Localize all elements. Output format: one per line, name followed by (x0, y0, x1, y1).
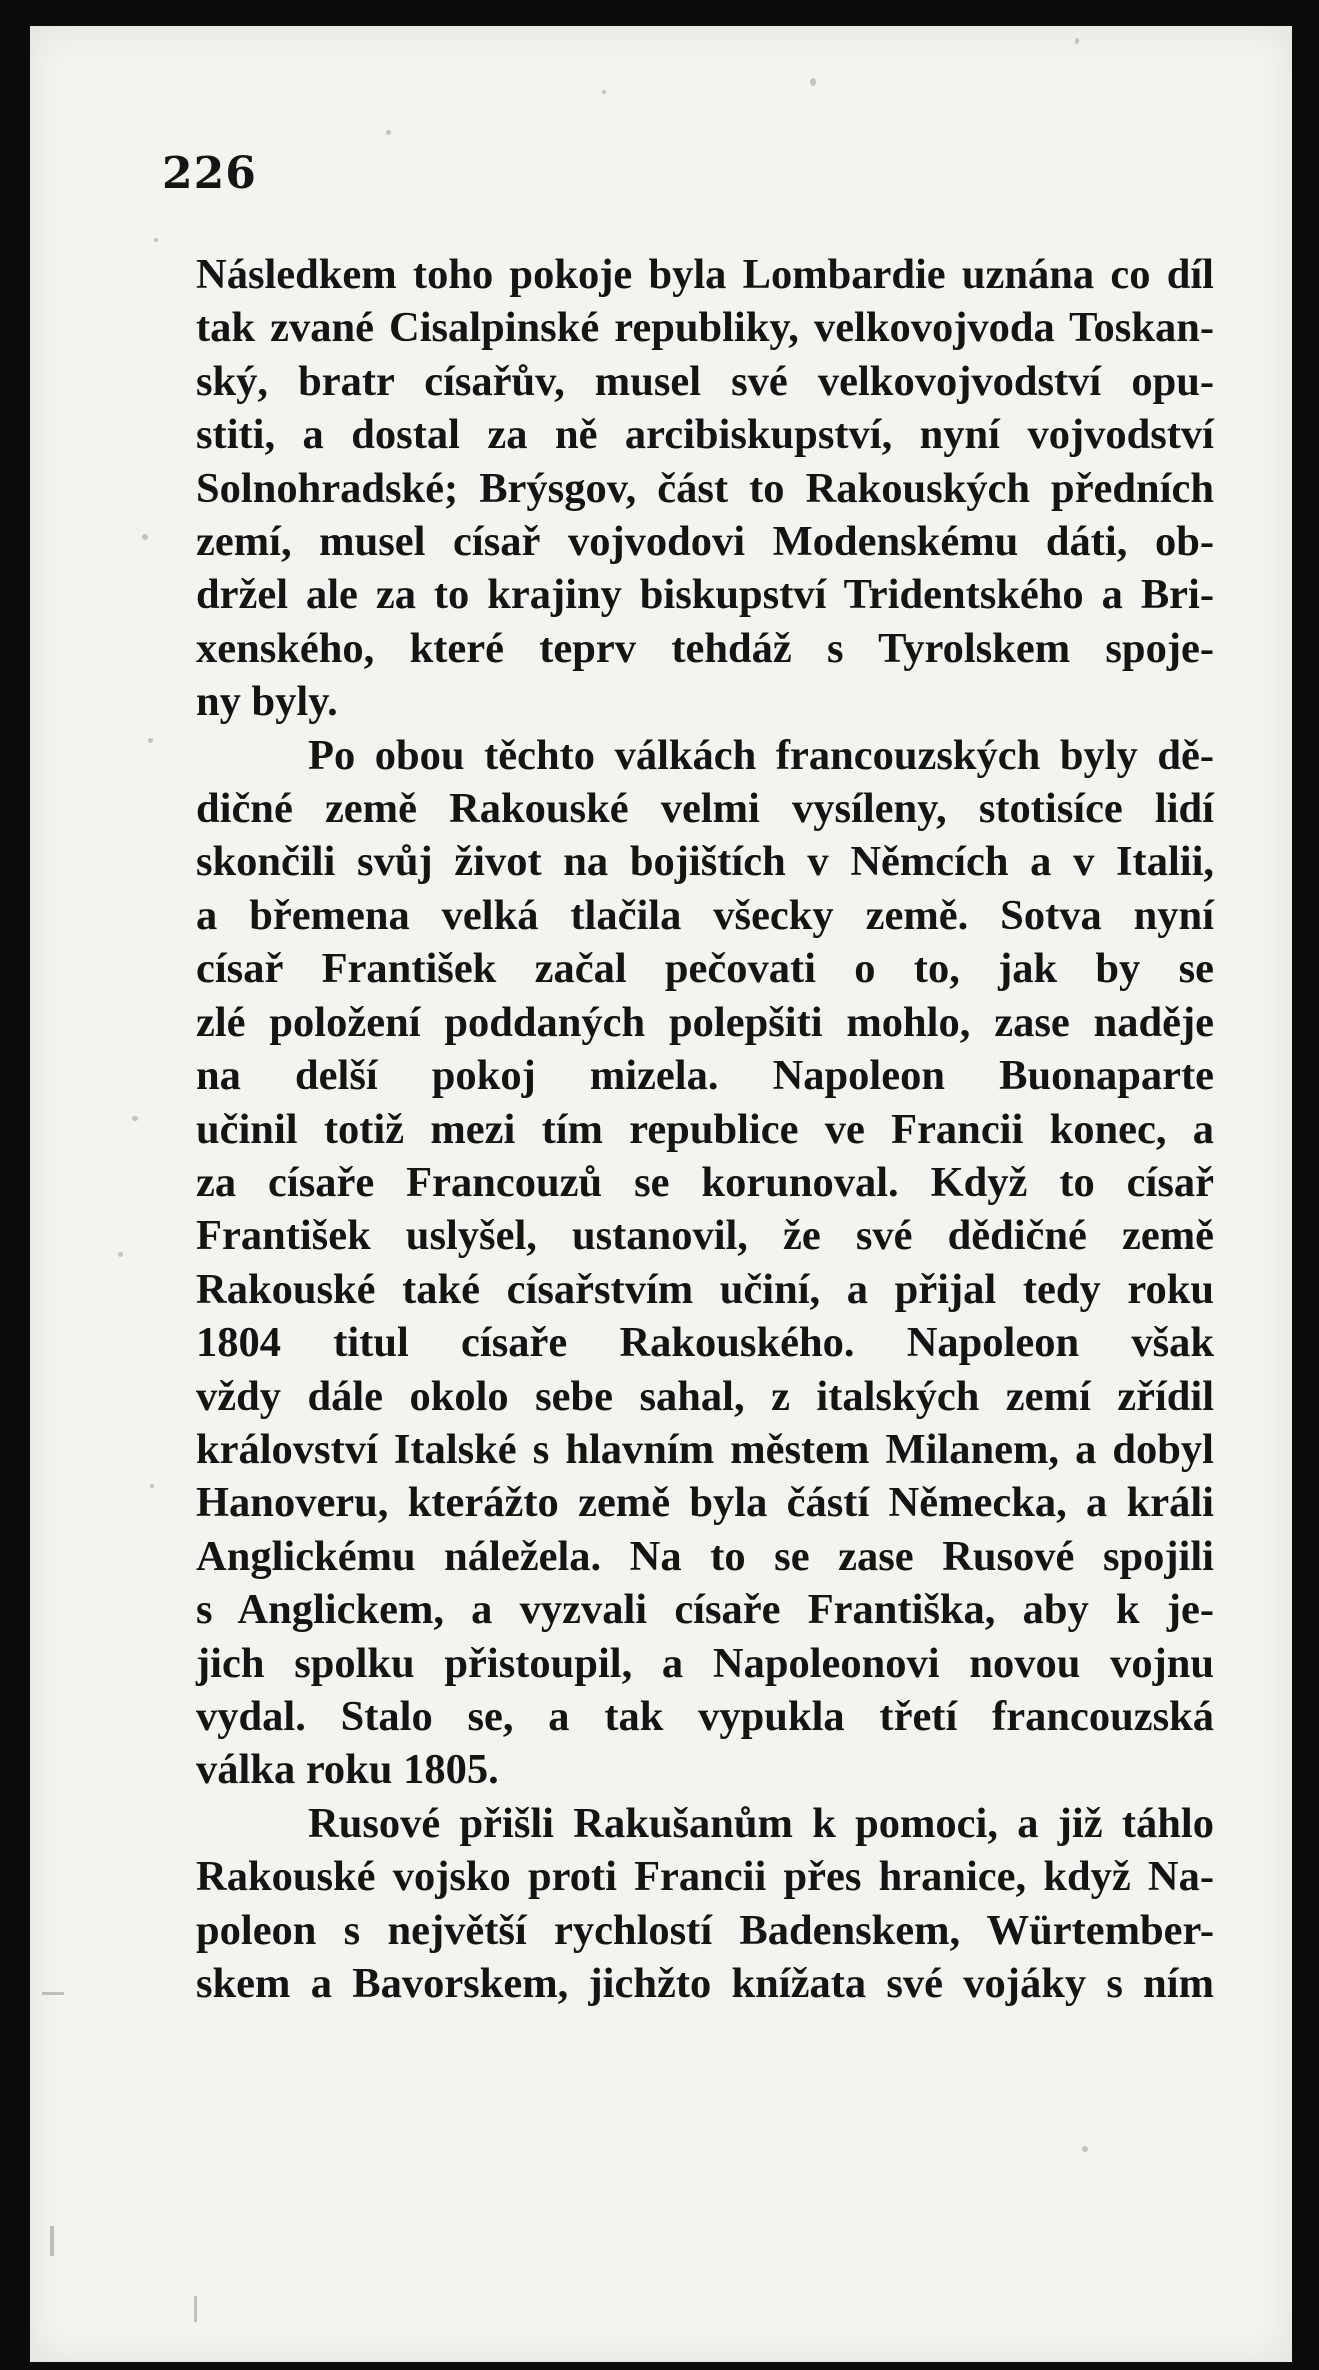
scan-speck (1082, 2146, 1088, 2152)
text-line: Po obou těchto válkách francouzských byly dě- (308, 731, 1214, 779)
text-line: dičné země Rakouské velmi vysíleny, stotisíce lidí (196, 785, 1214, 833)
text-line: poleon s největší rychlostí Badenskem, Würtember- (196, 1906, 1214, 1954)
text-line: jich spolku přistoupil, a Napoleonovi novou vojnu (196, 1639, 1214, 1687)
page-body-text (196, 248, 1214, 2010)
text-line: ský, bratr císařův, musel své velkovojvodství opu- (196, 357, 1214, 405)
text-line: Rakouské vojsko proti Francii přes hranice, když Na- (196, 1853, 1214, 1901)
text-line: 1804 titul císaře Rakouského. Napoleon však (196, 1319, 1214, 1367)
scan-speck (142, 534, 148, 540)
text-line: za císaře Francouzů se korunoval. Když to císař (196, 1158, 1214, 1206)
text-line: ny byly. (196, 678, 338, 726)
scan-speck (1075, 38, 1079, 44)
text-line: Solnohradské; Brýsgov, část to Rakouských předních (196, 464, 1214, 512)
scan-speck (148, 738, 153, 743)
scan-scratch (194, 2296, 197, 2322)
text-line: císař František začal pečovati o to, jak by se (196, 945, 1214, 993)
scan-speck (810, 78, 816, 86)
text-line: stiti, a dostal za ně arcibiskupství, nyní vojvodství (196, 411, 1214, 459)
text-line: Rusové přišli Rakušanům k pomoci, a již táhlo (308, 1799, 1214, 1847)
text-line: vždy dále okolo sebe sahal, z italských zemí zřídil (196, 1372, 1214, 1420)
text-line: držel ale za to krajiny biskupství Tridentského a Bri- (196, 571, 1214, 619)
text-line: s Anglickem, a vyzvali císaře Františka, aby k je- (196, 1586, 1214, 1634)
scan-speck (118, 1252, 123, 1257)
scan-scratch (42, 1992, 64, 1995)
text-line: tak zvané Cisalpinské republiky, velkovojvoda Toskan- (196, 304, 1214, 352)
text-line: skončili svůj život na bojištích v Němcích a v Italii, (196, 838, 1214, 886)
scan-speck (602, 90, 606, 94)
text-line: a břemena velká tlačila všecky země. Sotva nyní (196, 891, 1214, 939)
scan-scratch (50, 2226, 54, 2256)
text-line: válka roku 1805. (196, 1746, 499, 1794)
scan-speck (386, 130, 391, 135)
text-line: Hanoveru, kterážto země byla částí Německa, a králi (196, 1479, 1214, 1527)
text-line: na delší pokoj mizela. Napoleon Buonaparte (196, 1052, 1214, 1100)
scan-speck (132, 1116, 138, 1121)
text-line: vydal. Stalo se, a tak vypukla třetí francouzská (196, 1692, 1214, 1740)
text-line: zlé položení poddaných polepšiti mohlo, zase naděje (196, 998, 1214, 1046)
text-line: František uslyšel, ustanovil, že své dědičné země (196, 1212, 1214, 1260)
scan-speck (150, 1484, 154, 1488)
text-line: Anglickému náležela. Na to se zase Rusové spojili (196, 1532, 1214, 1580)
text-line: království Italské s hlavním městem Milanem, a dobyl (196, 1425, 1214, 1473)
text-line: učinil totiž mezi tím republice ve Francii konec, a (196, 1105, 1214, 1153)
page-number: 226 (162, 148, 257, 199)
text-line: Následkem toho pokoje byla Lombardie uznána co díl (196, 251, 1214, 298)
text-line: zemí, musel císař vojvodovi Modenskému dáti, ob- (196, 518, 1214, 566)
text-line: Rakouské také císařstvím učiní, a přijal tedy roku (196, 1265, 1214, 1313)
text-line: skem a Bavorskem, jichžto knížata své vojáky s ním (196, 1960, 1214, 2007)
text-line: xenského, které teprv tehdáž s Tyrolskem spoje- (196, 624, 1214, 672)
scan-speck (154, 238, 158, 242)
